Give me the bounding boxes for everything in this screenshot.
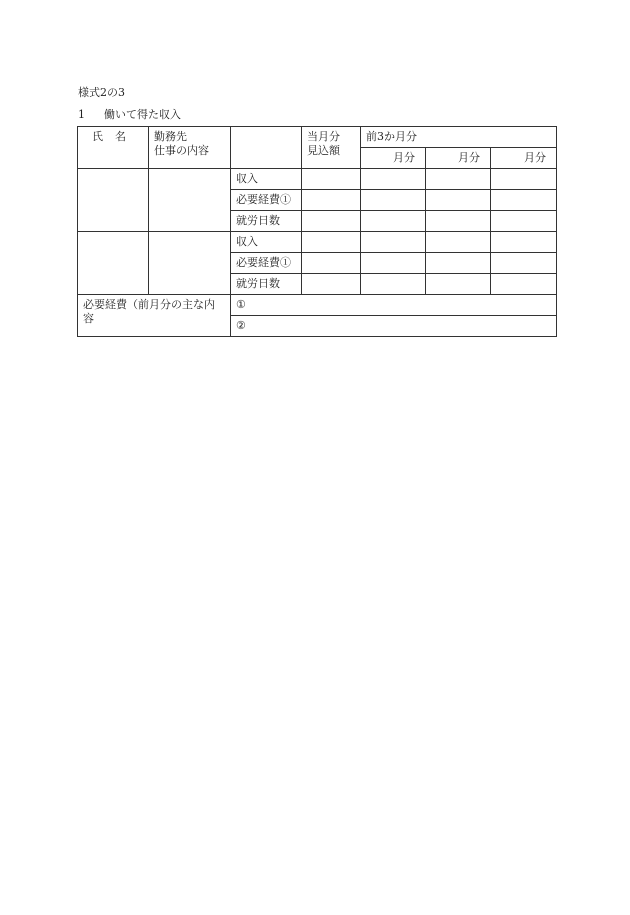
value-cell[interactable] (361, 211, 426, 232)
expense-detail-row-1 (78, 295, 557, 316)
value-cell[interactable] (491, 274, 557, 295)
row-label-expense: 必要経費① (231, 253, 302, 274)
value-cell[interactable] (491, 211, 557, 232)
section-title (78, 106, 181, 122)
value-cell[interactable] (491, 169, 557, 190)
value-cell[interactable] (426, 253, 491, 274)
row-label-workdays: 就労日数 (231, 274, 302, 295)
value-cell[interactable] (491, 232, 557, 253)
person-2-workplace-cell[interactable] (149, 232, 231, 295)
name-header-char-2: 名 (115, 130, 126, 143)
expense-detail-item-2[interactable]: ② (231, 316, 557, 337)
value-cell[interactable] (302, 232, 361, 253)
value-cell[interactable] (426, 190, 491, 211)
value-cell[interactable] (302, 274, 361, 295)
month-header-1: 月分 (361, 148, 426, 169)
section-title-text: 働いて得た収入 (104, 108, 181, 121)
value-cell[interactable] (302, 253, 361, 274)
month-header-2: 月分 (426, 148, 491, 169)
name-header (78, 127, 149, 169)
current-month-header-line2: 見込額 (307, 144, 340, 157)
workplace-header-line1: 勤務先 (154, 130, 187, 143)
value-cell[interactable] (361, 169, 426, 190)
value-cell[interactable] (426, 169, 491, 190)
item-header-blank (231, 127, 302, 169)
expense-detail-item-1[interactable]: ① (231, 295, 557, 316)
row-label-income: 収入 (231, 232, 302, 253)
value-cell[interactable] (426, 232, 491, 253)
person-2-income-row (78, 232, 557, 253)
value-cell[interactable] (361, 232, 426, 253)
value-cell[interactable] (426, 274, 491, 295)
value-cell[interactable] (361, 253, 426, 274)
workplace-header (149, 127, 231, 169)
value-cell[interactable] (302, 211, 361, 232)
value-cell[interactable] (361, 274, 426, 295)
person-1-income-row (78, 169, 557, 190)
person-1-workplace-cell[interactable] (149, 169, 231, 232)
header-row-1 (78, 127, 557, 148)
month-header-3: 月分 (491, 148, 557, 169)
workplace-header-line2: 仕事の内容 (154, 144, 209, 157)
value-cell[interactable] (361, 190, 426, 211)
value-cell[interactable] (302, 169, 361, 190)
value-cell[interactable] (302, 190, 361, 211)
person-1-name-cell[interactable] (78, 169, 149, 232)
row-label-workdays: 就労日数 (231, 211, 302, 232)
expense-detail-label: 必要経費（前月分の主な内容 (78, 295, 231, 337)
value-cell[interactable] (426, 211, 491, 232)
value-cell[interactable] (491, 190, 557, 211)
row-label-income: 収入 (231, 169, 302, 190)
current-month-header (302, 127, 361, 169)
person-2-name-cell[interactable] (78, 232, 149, 295)
income-table (77, 126, 557, 337)
prev-3-months-header: 前3か月分 (361, 127, 557, 148)
row-label-expense: 必要経費① (231, 190, 302, 211)
value-cell[interactable] (491, 253, 557, 274)
current-month-header-line1: 当月分 (307, 130, 340, 143)
name-header-char-1: 氏 (92, 130, 103, 143)
section-number: 1 (78, 108, 85, 121)
form-number-label: 様式2の3 (78, 86, 125, 99)
